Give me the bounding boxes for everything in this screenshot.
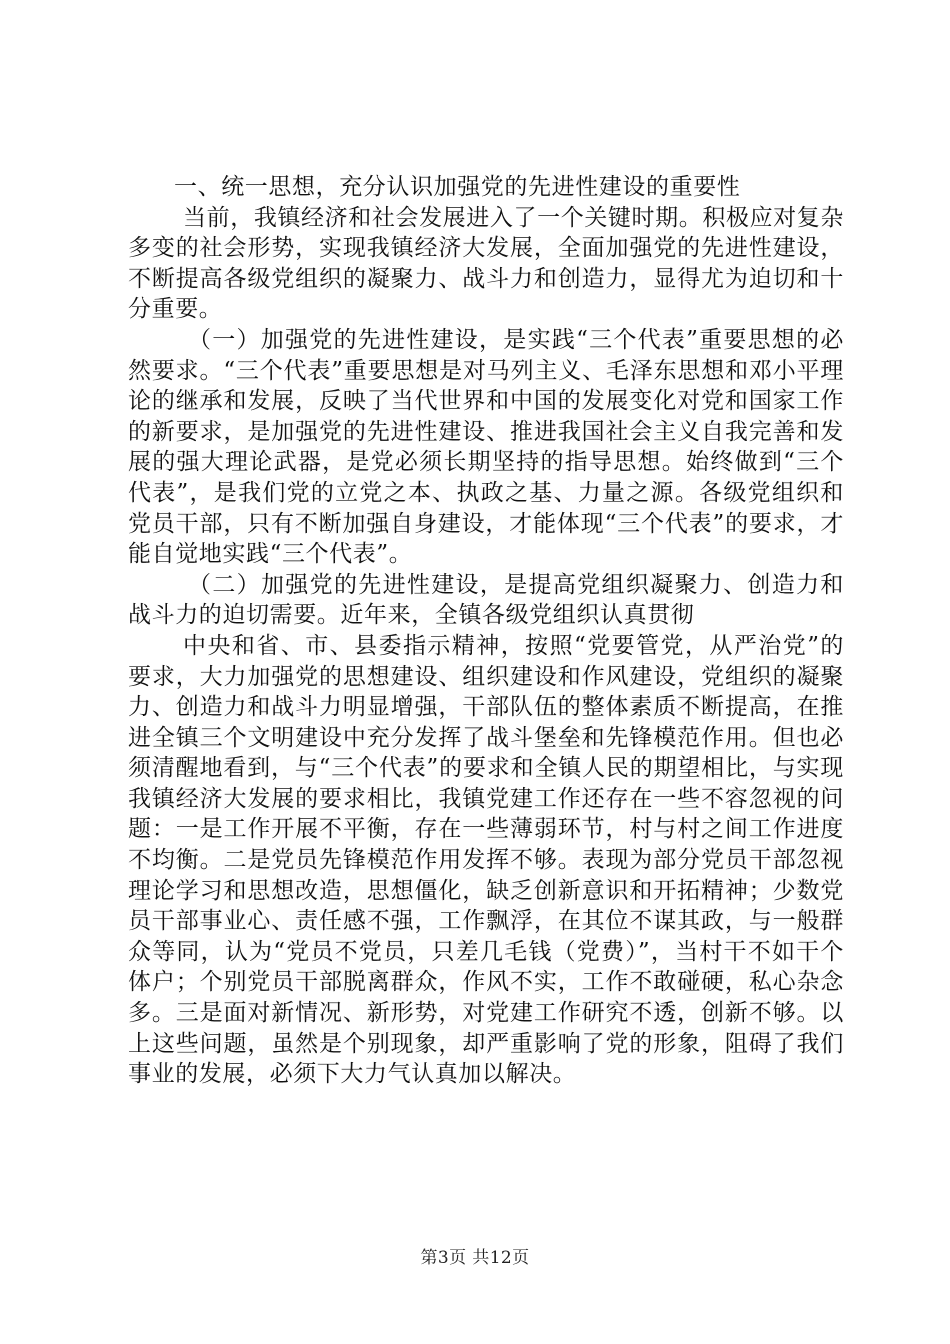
page-number-footer: 第3页 共12页	[420, 1248, 530, 1268]
paragraph-point-one: （一）加强党的先进性建设，是实践“三个代表”重要思想的必然要求。“三个代表”重要思想是对马列主义、毛泽东思想和邓小平理论的继承和发展，反映了当代世界和中国的发展变化对党和国家工作的新要求，是加强党的先进性建设、推进我国社会主义自我完善和发展的强大理论武器，是党必须长期坚持的指导思想。始终做到“三个代表”，是我们党的立党之本、执政之基、力量之源。各级党组织和党员干部，只有不断加强自身建设，才能体现“三个代表”的要求，才能自觉地实践“三个代表”。	[128, 326, 844, 568]
paragraph-point-two: （二）加强党的先进性建设，是提高党组织凝聚力、创造力和战斗力的迫切需要。近年来，全镇各级党组织认真贯彻	[128, 571, 844, 629]
section-heading: 一、统一思想，充分认识加强党的先进性建设的重要性	[174, 174, 741, 200]
document-body	[128, 172, 844, 1090]
paragraph-point-two-continued: 中央和省、市、县委指示精神，按照“党要管党，从严治党”的要求，大力加强党的思想建设、组织建设和作风建设，党组织的凝聚力、创造力和战斗力明显增强，干部队伍的整体素质不断提高，在推进全镇三个文明建设中充分发挥了战斗堡垒和先锋模范作用。但也必须清醒地看到，与“三个代表”的要求和全镇人民的期望相比，与实现我镇经济大发展的要求相比，我镇党建工作还存在一些不容忽视的问题：一是工作开展不平衡，存在一些薄弱环节，村与村之间工作进度不均衡。二是党员先锋模范作用发挥不够。表现为部分党员干部忽视理论学习和思想改造，思想僵化，缺乏创新意识和开拓精神；少数党员干部事业心、责任感不强，工作飘浮，在其位不谋其政，与一般群众等同，认为“党员不党员，只差几毛钱（党费）”，当村干不如干个体户；个别党员干部脱离群众，作风不实，工作不敢碰硬，私心杂念多。三是面对新情况、新形势，对党建工作研究不透，创新不够。以上这些问题，虽然是个别现象，却严重影响了党的形象，阻碍了我们事业的发展，必须下大力气认真加以解决。	[128, 632, 844, 1088]
paragraph-intro: 当前，我镇经济和社会发展进入了一个关键时期。积极应对复杂多变的社会形势，实现我镇经济大发展，全面加强党的先进性建设，不断提高各级党组织的凝聚力、战斗力和创造力，显得尤为迫切和十分重要。	[128, 204, 844, 323]
